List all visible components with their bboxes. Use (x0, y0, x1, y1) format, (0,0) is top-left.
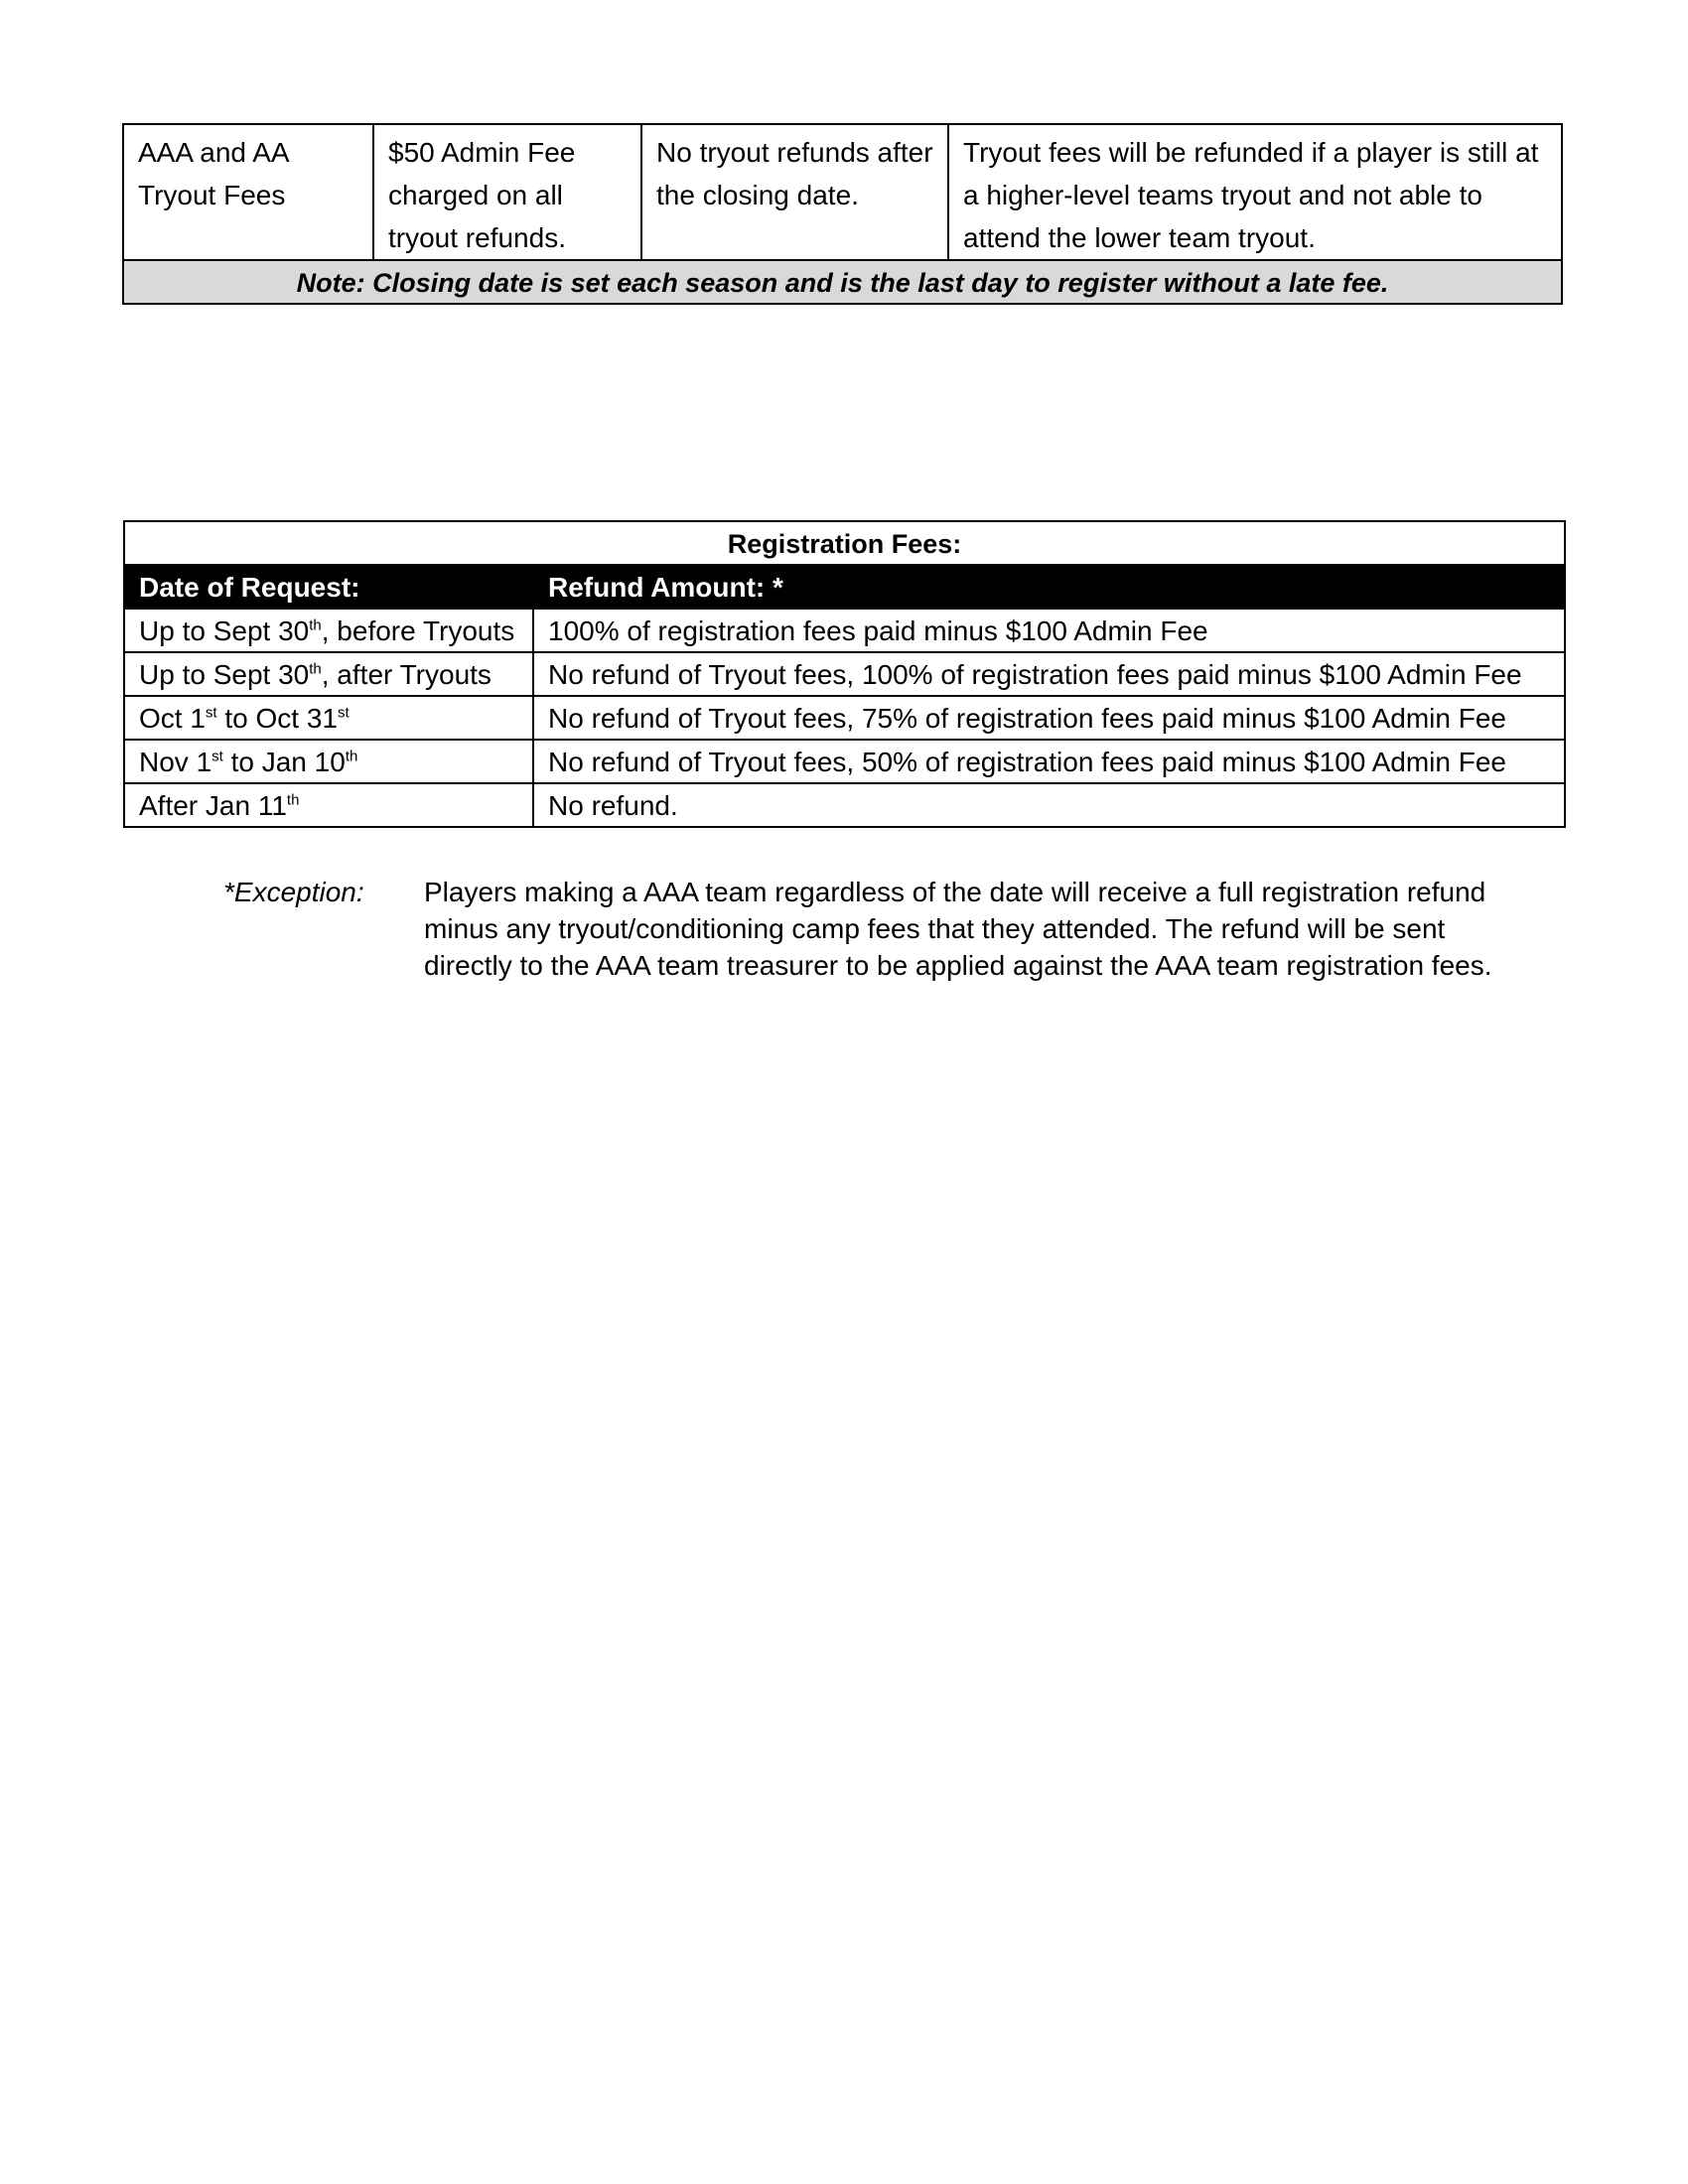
exception-label: *Exception: (223, 877, 364, 907)
header-row (124, 565, 1565, 609)
refund-cell: No refund of Tryout fees, 75% of registration fees paid minus $100 Admin Fee (533, 696, 1565, 740)
date-cell: Up to Sept 30th, before Tryouts (124, 609, 533, 652)
table-row (123, 124, 1562, 260)
fee-type-cell: AAA and AA Tryout Fees (123, 124, 373, 260)
closing-date-note: Note: Closing date is set each season and is the last day to register without a late fee. (123, 260, 1562, 304)
refund-cell: 100% of registration fees paid minus $100 Admin Fee (533, 609, 1565, 652)
column-header-refund: Refund Amount: * (533, 565, 1565, 609)
note-row (123, 260, 1562, 304)
table-row (124, 783, 1565, 827)
refund-cell: No refund of Tryout fees, 50% of registration fees paid minus $100 Admin Fee (533, 740, 1565, 783)
exception-text: Players making a AAA team regardless of the date will receive a full registration refund minus any tryout/conditioning camp fees that they attended. The refund will be sent directly to the AAA team treasurer to be applied against the AAA team registration fees. (424, 877, 1492, 981)
policy-cell: No tryout refunds after the closing date. (641, 124, 948, 260)
table-row (124, 740, 1565, 783)
tryout-fees-table (122, 123, 1563, 305)
refund-cell: No refund of Tryout fees, 100% of registration fees paid minus $100 Admin Fee (533, 652, 1565, 696)
table-row (124, 609, 1565, 652)
exception-cell: Tryout fees will be refunded if a player is still at a higher-level teams tryout and not able to attend the lower team tryout. (948, 124, 1562, 260)
registration-fees-table (123, 520, 1566, 828)
date-cell: Up to Sept 30th, after Tryouts (124, 652, 533, 696)
column-header-date: Date of Request: (124, 565, 533, 609)
admin-fee-cell: $50 Admin Fee charged on all tryout refunds. (373, 124, 641, 260)
caption-row (124, 521, 1565, 565)
date-cell: Oct 1st to Oct 31st (124, 696, 533, 740)
table-row (124, 652, 1565, 696)
table-row (124, 696, 1565, 740)
date-cell: Nov 1st to Jan 10th (124, 740, 533, 783)
date-cell: After Jan 11th (124, 783, 533, 827)
table-caption: Registration Fees: (124, 521, 1565, 565)
refund-cell: No refund. (533, 783, 1565, 827)
